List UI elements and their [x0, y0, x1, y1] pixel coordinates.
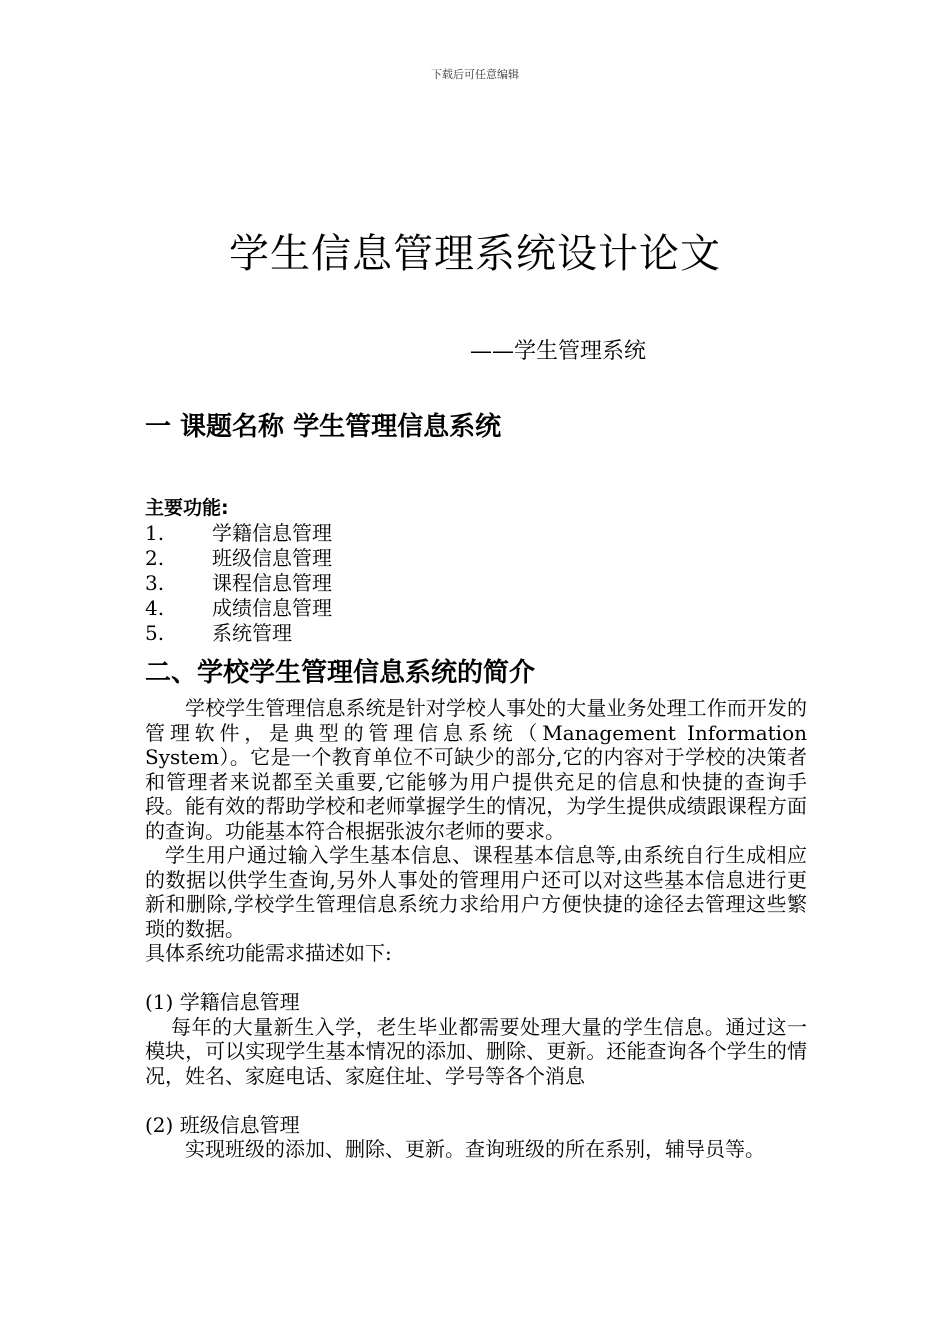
list-item	[145, 521, 807, 546]
spacer	[145, 966, 807, 991]
list-item-number: 1.	[145, 521, 165, 545]
page-header-note: 下载后可任意编辑	[431, 68, 519, 81]
list-item	[145, 596, 807, 621]
subsection-2-body: 实现班级的添加、删除、更新。查询班级的所在系别，辅导员等。	[185, 1137, 765, 1161]
document-title: 学生信息管理系统设计论文	[229, 231, 721, 277]
section-1-heading	[145, 406, 807, 443]
list-item-text: 系统管理	[212, 621, 292, 645]
list-item-text: 学籍信息管理	[212, 521, 332, 545]
list-item-number: 4.	[145, 596, 165, 620]
list-item	[145, 571, 807, 596]
subsection-2-title: (2) 班级信息管理	[145, 1112, 300, 1137]
list-item-number: 5.	[145, 621, 165, 645]
features-title: 主要功能:	[145, 497, 229, 519]
list-item-text: 课程信息管理	[212, 571, 332, 595]
list-item-number: 3.	[145, 571, 165, 595]
list-item-number: 2.	[145, 546, 165, 570]
list-item	[145, 546, 807, 571]
list-item	[145, 621, 807, 646]
spacer	[145, 1088, 807, 1113]
features-list	[145, 521, 807, 646]
document-subtitle: ——学生管理系统	[470, 339, 647, 364]
intro-paragraph: 学校学生管理信息系统是针对学校人事处的大量业务处理工作而开发的管理软件，是典型的管理信息系统（Management Information System）。它是一个教育单位不可缺少的部分,它的内容对于学校的决策者和管理者来说都至关重要,它能够为用户提供充足的信息和快捷的查询手段。能有效的帮助学校和老师掌握学生的情况，为学生提供成绩跟课程方面的查询。功能基本符合根据张波尔老师的要求。	[145, 696, 807, 843]
subsection-1-title: (1) 学籍信息管理	[145, 990, 300, 1014]
section-2-body	[145, 696, 807, 1162]
section-2-heading: 二、学校学生管理信息系统的简介	[145, 658, 536, 688]
list-item-text: 成绩信息管理	[212, 596, 332, 620]
features-block	[145, 496, 807, 646]
section-1-label: 一 课题名称	[145, 412, 285, 442]
subsection-1-body: 每年的大量新生入学，老生毕业都需要处理大量的学生信息。通过这一模块，可以实现学生基本情况的添加、删除、更新。还能查询各个学生的情况，姓名、家庭电话、家庭住址、学号等各个消息	[145, 1014, 807, 1088]
section-1-value: 学生管理信息系统	[284, 412, 502, 442]
user-paragraph: 学生用户通过输入学生基本信息、课程基本信息等,由系统自行生成相应的数据以供学生查询,另外人事处的管理用户还可以对这些基本信息进行更新和删除,学校学生管理信息系统力求给用户方便快捷的途径去管理这些繁琐的数据。	[145, 843, 807, 941]
list-item-text: 班级信息管理	[212, 546, 332, 570]
requirements-intro: 具体系统功能需求描述如下:	[145, 941, 392, 965]
